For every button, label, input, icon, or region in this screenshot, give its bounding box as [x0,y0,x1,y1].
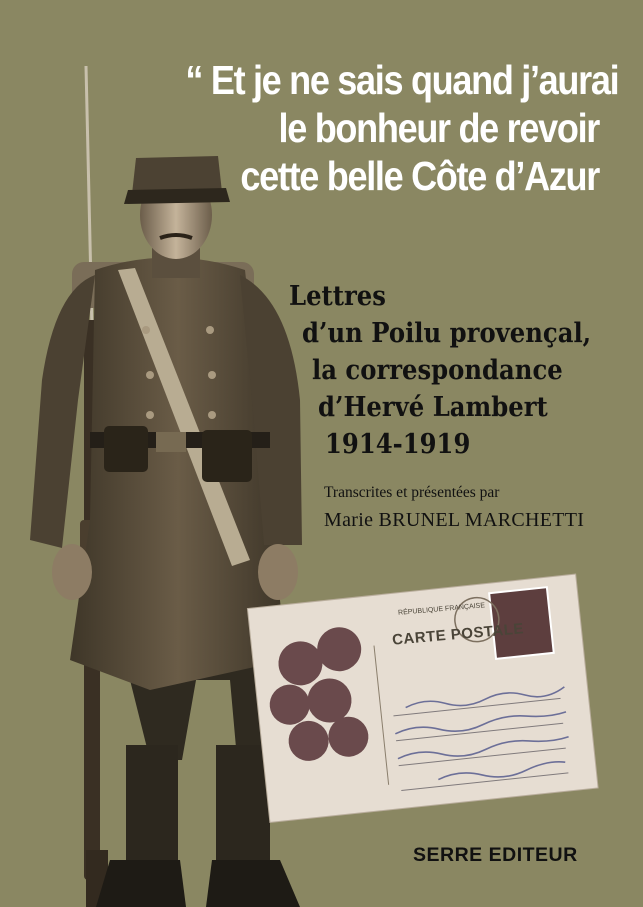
title-years: 1914-1919 [325,429,471,460]
quote-line: “ Et je ne sais quand j’aurai [185,57,619,103]
title-line: d’un Poilu provençal, [302,318,592,349]
quote-line: le bonheur de revoir [278,105,599,151]
publisher-name: SERRE EDITEUR [413,844,578,866]
postcard-republic-text: RÉPUBLIQUE FRANÇAISE [397,602,486,617]
title-line: d’Hervé Lambert [318,392,548,423]
byline: Transcrites et présentées par [324,484,500,501]
title-line: Lettres [289,281,386,312]
postcard-label: CARTE POSTALE [391,620,525,649]
title-line: la correspondance [312,355,563,386]
quote-line: cette belle Côte d’Azur [240,153,599,199]
cover-quote [185,56,619,200]
author-name: Marie BRUNEL MARCHETTI [324,509,585,531]
